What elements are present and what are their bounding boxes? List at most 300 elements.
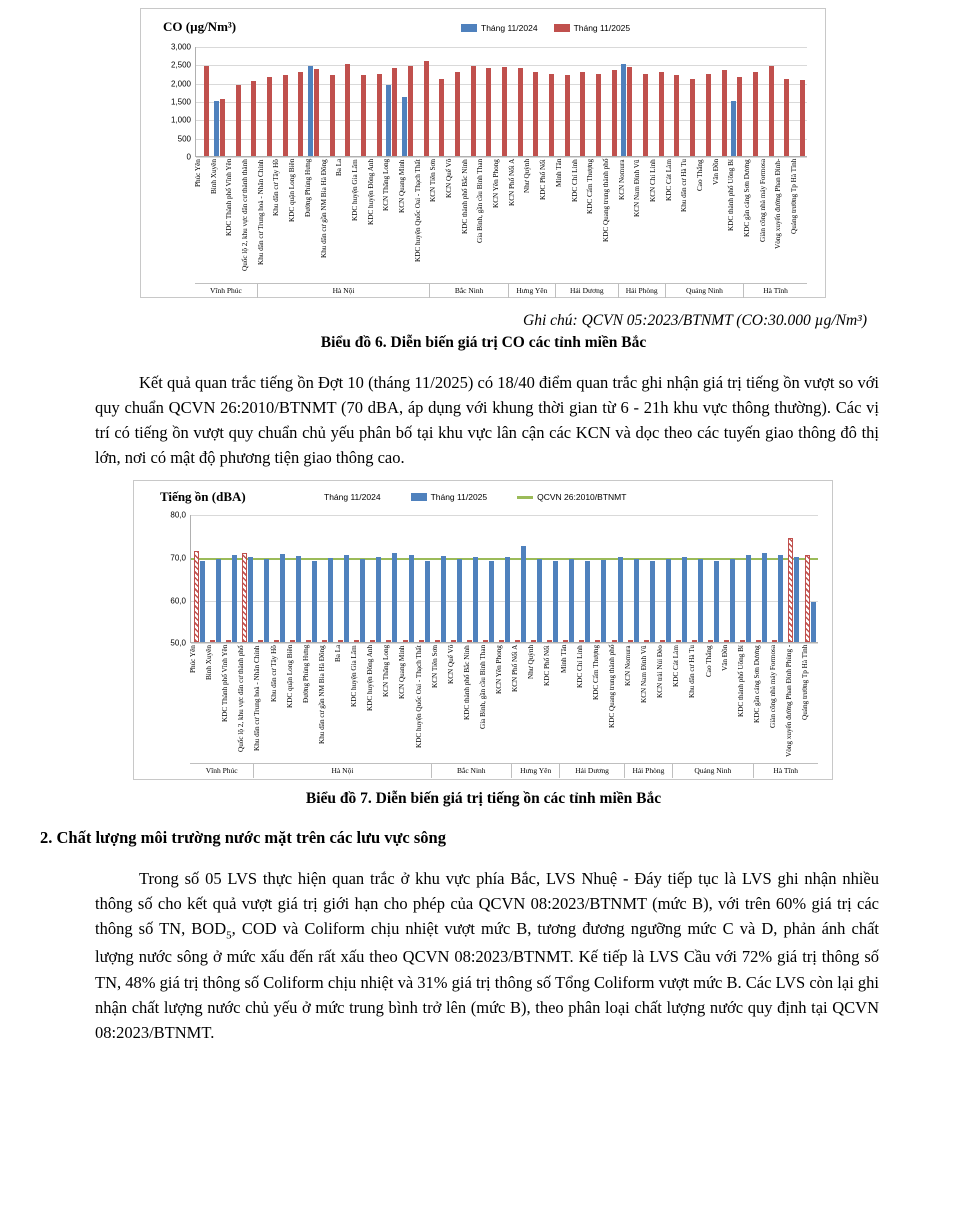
bar-group bbox=[384, 46, 400, 156]
x-axis-tick-label: KDC huyện Đông Anh bbox=[366, 159, 375, 226]
paragraph-noise: Kết quả quan trắc tiếng ồn Đợt 10 (tháng 11/2025) có 18/40 điểm quan trắc ghi nhận giá trị tiếng ồn vượt so với quy chuẩn QCVN 26:2010/BTNMT (70 dBA, áp dụng với khung thời gian từ 6 - 21h khu vực thông thường). Các vị trí có tiếng ồn vượt quy chuẩn chủ yếu phân bố tại khu vực lân cận các KCN và dọc theo các tuyến giao thông đô thị lớn, nơi có mật độ phương tiện giao thông cao. bbox=[95, 373, 879, 468]
bar-group bbox=[776, 46, 792, 156]
y-axis-tick-label: 80,0 bbox=[170, 510, 186, 520]
x-axis-tick-label: Quảng trường Tp Hà Tĩnh bbox=[801, 645, 810, 721]
bar bbox=[533, 72, 538, 156]
bar bbox=[563, 640, 568, 642]
bar-group bbox=[400, 514, 416, 642]
x-axis-tick-label: KDC thành phố Uông Bí bbox=[727, 159, 736, 231]
chart-co-group-axis bbox=[195, 283, 807, 298]
x-axis-tick-label: Vân Đồn bbox=[711, 159, 720, 186]
bar-group bbox=[480, 514, 496, 642]
bar bbox=[283, 75, 288, 156]
bar bbox=[794, 557, 799, 642]
bar bbox=[690, 79, 695, 156]
bar bbox=[376, 557, 381, 642]
x-axis-label-cell bbox=[430, 159, 446, 284]
bar-group bbox=[745, 46, 761, 156]
bar bbox=[502, 67, 507, 156]
x-axis-tick-label: Khu dân cư Tây Hồ bbox=[269, 645, 278, 703]
x-axis-tick-label: KDC Chí Linh bbox=[575, 645, 584, 689]
legend-item-noise-2024 bbox=[304, 492, 381, 502]
legend-swatch-noise-2024 bbox=[304, 493, 320, 501]
bar bbox=[280, 554, 285, 643]
bar bbox=[419, 640, 424, 642]
bar bbox=[216, 559, 221, 642]
x-axis-tick-label: KDC Chí Linh bbox=[570, 159, 579, 202]
x-axis-tick-label: Phúc Yên bbox=[194, 159, 202, 187]
paragraph-water-sub: 5 bbox=[226, 929, 232, 942]
bar bbox=[682, 557, 687, 642]
x-axis-tick-label: KCN Nomura bbox=[617, 159, 626, 200]
x-axis-tick-label: KDC huyện Quốc Oai - Thạch Thất bbox=[414, 645, 423, 749]
bar bbox=[392, 68, 397, 156]
bar-group bbox=[337, 46, 353, 156]
bar bbox=[612, 70, 617, 156]
x-axis-label-cell bbox=[619, 159, 635, 284]
bar bbox=[403, 640, 408, 642]
x-axis-tick-label: Bình Xuyên bbox=[205, 645, 214, 681]
bar bbox=[471, 66, 476, 156]
bar bbox=[312, 561, 317, 642]
bar bbox=[409, 555, 414, 642]
bar-group bbox=[447, 46, 463, 156]
x-axis-label-cell bbox=[728, 159, 744, 284]
bar bbox=[762, 553, 767, 643]
x-axis-tick-label: KDC Thành phố Vĩnh Yên bbox=[221, 645, 230, 723]
chart-noise-title: Tiếng ồn (dBA) bbox=[160, 489, 246, 505]
bar-group bbox=[706, 514, 722, 642]
x-axis-tick-label: KDC thành phố Uông Bí bbox=[736, 645, 745, 718]
x-axis-tick-label: KDC Cát Làm bbox=[664, 159, 673, 201]
x-axis-label-cell bbox=[399, 159, 415, 284]
bar bbox=[746, 555, 751, 642]
chart-noise bbox=[133, 480, 833, 780]
bar-group bbox=[239, 514, 255, 642]
x-axis-tick-label: KDC gần cảng Sơn Dương bbox=[752, 645, 761, 724]
bar-group bbox=[321, 46, 337, 156]
y-axis-tick-label: 500 bbox=[177, 134, 191, 144]
x-axis-label-cell bbox=[744, 159, 760, 284]
bar-group bbox=[713, 46, 729, 156]
x-axis-tick-label: Vân Đồn bbox=[720, 645, 729, 672]
bar-group bbox=[545, 514, 561, 642]
bar bbox=[386, 85, 391, 157]
x-axis-tick-label: Khu dân cư gần NM Bia Hà Đông bbox=[319, 159, 328, 258]
bar-group bbox=[556, 46, 572, 156]
bar bbox=[214, 101, 219, 156]
bar bbox=[344, 555, 349, 642]
bar-group bbox=[464, 514, 480, 642]
bar-group bbox=[368, 514, 384, 642]
bar bbox=[264, 559, 269, 642]
x-axis-tick-label: Ba La bbox=[335, 159, 344, 177]
heading-water-quality: 2. Chất lượng môi trường nước mặt trên các lưu vực sông bbox=[40, 828, 446, 848]
y-axis-tick-label: 0 bbox=[186, 152, 191, 162]
x-axis-label-cell bbox=[697, 159, 713, 284]
x-axis-tick-label: Gia Bình, gần cầu Bình Than bbox=[478, 645, 487, 730]
x-axis-tick-label: KCN Tiên Sơn bbox=[429, 159, 438, 202]
chart-co-note: Ghi chú: QCVN 05:2023/BTNMT (CO:30.000 µg/Nm³) bbox=[523, 312, 867, 329]
bar bbox=[505, 557, 510, 642]
legend-label-noise-2024: Tháng 11/2024 bbox=[324, 492, 381, 503]
legend-label-2024: Tháng 11/2024 bbox=[481, 23, 538, 33]
x-axis-tick-label: KCN Tiên Sơn bbox=[430, 645, 439, 689]
bar-group bbox=[478, 46, 494, 156]
bar bbox=[518, 68, 523, 156]
x-axis-label-cell bbox=[477, 159, 493, 284]
bar bbox=[242, 553, 247, 643]
bar bbox=[740, 640, 745, 642]
legend-swatch-noise-2025 bbox=[411, 493, 427, 501]
x-axis-tick-label: KDC huyện Gia Lâm bbox=[350, 159, 359, 221]
bar bbox=[579, 640, 584, 642]
province-group-label: Hải Phòng bbox=[619, 284, 666, 298]
bar-group bbox=[529, 514, 545, 642]
x-axis-label-cell bbox=[650, 159, 666, 284]
bar-group bbox=[786, 514, 802, 642]
bar-group bbox=[650, 46, 666, 156]
bar-group bbox=[223, 514, 239, 642]
bar bbox=[486, 68, 491, 156]
paragraph-water-part1: Trong số 05 LVS thực hiện quan trắc ở khu vực phía Bắc, LVS Nhuệ - Đáy tiếp tục là LVS ghi nhận nhiều thông số cho kết quả vượt giá trị giới hạn cho phép của QCVN 08:2023/BTNMT (mức B), với trên 60% giá trị các thông số TN, BOD bbox=[95, 869, 879, 939]
bar bbox=[424, 61, 429, 156]
x-axis-tick-label: Khu dân cư gần NM Bia Hà Đông bbox=[317, 645, 326, 745]
province-group-label: Hà Nội bbox=[258, 284, 431, 298]
x-axis-label-cell bbox=[226, 159, 242, 284]
paragraph-water bbox=[95, 866, 879, 1044]
gridline bbox=[196, 157, 807, 158]
chart-co bbox=[140, 8, 826, 298]
bar bbox=[644, 640, 649, 642]
bar bbox=[521, 546, 526, 642]
x-axis-tick-label: KDC huyện Quốc Oai - Thạch Thất bbox=[413, 159, 422, 262]
province-group-label: Vĩnh Phúc bbox=[190, 764, 254, 778]
bar bbox=[328, 558, 333, 642]
x-axis-tick-label: KDC huyện Đông Anh bbox=[366, 645, 375, 712]
bar-group bbox=[682, 46, 698, 156]
x-axis-tick-label: Khu dân cư Hà Tu bbox=[688, 645, 697, 699]
bar-group bbox=[304, 514, 320, 642]
bar-group bbox=[415, 46, 431, 156]
bar-group bbox=[619, 46, 635, 156]
bar bbox=[595, 640, 600, 642]
bar-group bbox=[255, 514, 271, 642]
x-axis-tick-label: KDC Cát Làm bbox=[672, 645, 681, 688]
chart-noise-plot bbox=[190, 515, 818, 643]
bar bbox=[634, 559, 639, 642]
chart-co-title: CO (µg/Nm³) bbox=[163, 19, 237, 34]
x-axis-tick-label: Giàn công nhà máy Formosa bbox=[768, 645, 777, 729]
bar bbox=[194, 551, 199, 643]
bar bbox=[553, 561, 558, 642]
x-axis-tick-label: Minh Tân bbox=[559, 645, 568, 674]
legend-swatch-2024 bbox=[461, 24, 477, 32]
x-axis-tick-label: KCN Yên Phong bbox=[495, 645, 504, 695]
bar bbox=[674, 75, 679, 156]
bar-group bbox=[320, 514, 336, 642]
bar bbox=[386, 640, 391, 642]
bar bbox=[737, 77, 742, 156]
bar bbox=[621, 64, 626, 156]
bar-group bbox=[525, 46, 541, 156]
x-axis-tick-label: Gia Bình, gần cầu Bình Than bbox=[476, 159, 485, 244]
province-group-label: Hải Dương bbox=[556, 284, 619, 298]
bar-group bbox=[207, 514, 223, 642]
bar bbox=[730, 559, 735, 642]
bar bbox=[580, 72, 585, 156]
bar bbox=[565, 75, 570, 156]
bar bbox=[306, 640, 311, 642]
bar bbox=[805, 555, 810, 642]
bar bbox=[251, 81, 256, 156]
bar-group bbox=[274, 46, 290, 156]
bar-group bbox=[738, 514, 754, 642]
bar bbox=[676, 640, 681, 642]
bar-group bbox=[577, 514, 593, 642]
bar bbox=[800, 80, 805, 156]
bar-group bbox=[496, 514, 512, 642]
x-axis-tick-label: KDC thành phố Bắc Ninh bbox=[462, 645, 471, 720]
bar bbox=[778, 555, 783, 642]
x-axis-label-cell bbox=[305, 159, 321, 284]
bar-group bbox=[541, 46, 557, 156]
x-axis-label-cell bbox=[289, 159, 305, 284]
bar-group bbox=[673, 514, 689, 642]
bar bbox=[666, 559, 671, 642]
x-axis-label-cell bbox=[666, 159, 682, 284]
province-group-label: Quảng Ninh bbox=[666, 284, 744, 298]
bar-group bbox=[760, 46, 776, 156]
bar-group bbox=[792, 46, 808, 156]
bar bbox=[314, 69, 319, 156]
legend-item-2025 bbox=[554, 23, 631, 33]
x-axis-label-cell bbox=[603, 159, 619, 284]
bar bbox=[248, 557, 253, 642]
bar bbox=[660, 640, 665, 642]
x-axis-tick-label: Quốc lộ 2, khu vực dân cư thành thành bbox=[241, 159, 250, 271]
bar-group bbox=[336, 514, 352, 642]
x-axis-label-cell bbox=[446, 159, 462, 284]
bar-series-container bbox=[191, 514, 818, 642]
chart-co-x-labels bbox=[195, 159, 807, 284]
bar-group bbox=[666, 46, 682, 156]
x-axis-label-cell bbox=[587, 159, 603, 284]
chart-noise-legend bbox=[304, 492, 626, 502]
x-axis-tick-label: KDC Quang trung thành phố bbox=[607, 645, 616, 729]
bar bbox=[612, 640, 617, 642]
bar bbox=[473, 557, 478, 642]
bar bbox=[338, 640, 343, 642]
bar-group bbox=[227, 46, 243, 156]
x-axis-label-cell bbox=[321, 159, 337, 284]
x-axis-tick-label: Như Quỳnh bbox=[523, 159, 532, 194]
bar bbox=[322, 640, 327, 642]
bar bbox=[232, 555, 237, 642]
x-axis-tick-label: KCN Quế Võ bbox=[446, 645, 455, 685]
bar bbox=[361, 75, 366, 156]
chart-noise-group-axis bbox=[190, 763, 818, 778]
bar-group bbox=[353, 46, 369, 156]
legend-label-2025: Tháng 11/2025 bbox=[573, 23, 631, 33]
x-axis-tick-label: Quảng trường Tp Hà Tĩnh bbox=[790, 159, 799, 235]
province-group-label: Bắc Ninh bbox=[432, 764, 513, 778]
bar bbox=[360, 559, 365, 642]
y-axis-tick-label: 3,000 bbox=[170, 42, 191, 52]
x-axis-tick-label: KCN trài Núi Đèo bbox=[656, 645, 665, 699]
bar bbox=[298, 72, 303, 156]
bar bbox=[724, 640, 729, 642]
bar bbox=[489, 561, 494, 642]
x-axis-tick-label: KCN Quế Võ bbox=[445, 159, 453, 199]
bar-group bbox=[271, 514, 287, 642]
bar bbox=[549, 74, 554, 157]
x-axis-label-cell bbox=[195, 159, 211, 284]
x-axis-label-cell bbox=[242, 159, 258, 284]
bar bbox=[692, 640, 697, 642]
y-axis-tick-label: 60,0 bbox=[170, 596, 186, 606]
chart-co-legend bbox=[461, 23, 630, 33]
x-axis-tick-label: KCN Phố Nối A bbox=[507, 159, 516, 207]
x-axis-label-cell bbox=[524, 159, 540, 284]
y-axis-tick-label: 70,0 bbox=[170, 553, 186, 563]
x-axis-tick-label: KCN Nam Đình Vũ bbox=[640, 645, 649, 703]
bar-group bbox=[368, 46, 384, 156]
x-axis-tick-label: KDC Phố Nối bbox=[539, 159, 548, 200]
x-axis-label-cell bbox=[415, 159, 431, 284]
x-axis-tick-label: Vòng xuyến đường Phan Đình Phùng - bbox=[785, 645, 794, 758]
bar bbox=[731, 101, 736, 156]
chart-noise-caption: Biểu đồ 7. Diễn biến giá trị tiếng ồn các tỉnh miền Bắc bbox=[305, 790, 662, 808]
province-group-label: Hưng Yên bbox=[512, 764, 560, 778]
bar bbox=[585, 561, 590, 642]
bar bbox=[200, 561, 205, 642]
chart-co-plot bbox=[195, 47, 807, 157]
x-axis-tick-label: Đường Phùng Hưng bbox=[301, 645, 310, 704]
x-axis-label-cell bbox=[336, 159, 352, 284]
bar bbox=[811, 602, 816, 643]
bar-group bbox=[494, 46, 510, 156]
x-axis-label-cell bbox=[383, 159, 399, 284]
bar bbox=[618, 557, 623, 642]
x-axis-tick-label: KCN Yên Phong bbox=[492, 159, 501, 208]
bar bbox=[537, 559, 542, 642]
x-axis-tick-label: KDC Phố Nối bbox=[543, 645, 552, 687]
bar bbox=[714, 561, 719, 642]
bar bbox=[308, 66, 313, 156]
bar bbox=[425, 561, 430, 642]
bar-group bbox=[609, 514, 625, 642]
bar-group bbox=[384, 514, 400, 642]
bar-group bbox=[352, 514, 368, 642]
bar bbox=[435, 640, 440, 642]
x-axis-tick-label: Đường Phùng Hưng bbox=[303, 159, 312, 218]
province-group-label: Quảng Ninh bbox=[673, 764, 754, 778]
bar-group bbox=[593, 514, 609, 642]
legend-item-noise-2025 bbox=[411, 492, 488, 502]
bar bbox=[784, 79, 789, 156]
bar bbox=[708, 640, 713, 642]
bar bbox=[451, 640, 456, 642]
bar-group bbox=[588, 46, 604, 156]
bar-series-container bbox=[196, 46, 807, 156]
document-page bbox=[0, 8, 967, 1045]
bar bbox=[392, 553, 397, 643]
bar bbox=[274, 640, 279, 642]
bar bbox=[267, 77, 272, 156]
legend-label-noise-2025: Tháng 11/2025 bbox=[430, 492, 488, 503]
bar bbox=[499, 640, 504, 642]
legend-label-qcvn: QCVN 26:2010/BTNMT bbox=[537, 492, 627, 503]
bar bbox=[441, 556, 446, 642]
bar bbox=[377, 74, 382, 157]
x-axis-tick-label: KDC quận Long Biên bbox=[288, 159, 297, 223]
x-axis-tick-label: KCN Thăng Long bbox=[382, 645, 391, 698]
bar bbox=[330, 75, 335, 156]
bar-group bbox=[400, 46, 416, 156]
x-axis-tick-label: Vòng xuyến đường Phan Đình- bbox=[774, 159, 783, 250]
bar bbox=[722, 70, 727, 156]
bar bbox=[601, 560, 606, 642]
x-axis-label-cell bbox=[540, 159, 556, 284]
x-axis-tick-label: KCN Thăng Long bbox=[382, 159, 391, 212]
x-axis-tick-label: Phúc Yên bbox=[189, 645, 197, 674]
x-axis-tick-label: KDC Thành phố Vĩnh Yên bbox=[225, 159, 234, 237]
x-axis-tick-label: KCN Nam Đình Vũ bbox=[633, 159, 642, 217]
x-axis-tick-label: Cao Thắng bbox=[704, 645, 713, 677]
bar-group bbox=[729, 46, 745, 156]
bar bbox=[370, 640, 375, 642]
bar bbox=[408, 66, 413, 156]
bar-group bbox=[657, 514, 673, 642]
bar bbox=[402, 97, 407, 156]
bar bbox=[210, 640, 215, 642]
bar-group bbox=[259, 46, 275, 156]
bar-group bbox=[625, 514, 641, 642]
y-axis-tick-label: 2,000 bbox=[170, 79, 191, 89]
bar bbox=[457, 559, 462, 642]
bar bbox=[345, 64, 350, 156]
bar bbox=[467, 640, 472, 642]
bar bbox=[204, 66, 209, 156]
x-axis-label-cell bbox=[681, 159, 697, 284]
x-axis-tick-label: Khu dân cư Trung hoà - Nhân Chính bbox=[256, 159, 265, 265]
bar-group bbox=[603, 46, 619, 156]
bar bbox=[236, 85, 241, 157]
bar-group bbox=[641, 514, 657, 642]
province-group-label: Vĩnh Phúc bbox=[195, 284, 258, 298]
x-axis-tick-label: KDC thành phố Bắc Ninh bbox=[460, 159, 469, 234]
bar-group bbox=[306, 46, 322, 156]
bar-group bbox=[513, 514, 529, 642]
bar bbox=[569, 559, 574, 642]
province-group-label: Hưng Yên bbox=[509, 284, 556, 298]
chart-co-caption: Biểu đồ 6. Diễn biến giá trị CO các tỉnh miền Bắc bbox=[320, 334, 647, 351]
bar-group bbox=[243, 46, 259, 156]
x-axis-tick-label: KDC huyện Gia Lâm bbox=[350, 645, 359, 707]
province-group-label: Hải Phòng bbox=[625, 764, 673, 778]
province-group-label: Hải Dương bbox=[560, 764, 624, 778]
bar-group bbox=[212, 46, 228, 156]
bar-group bbox=[448, 514, 464, 642]
bar bbox=[596, 74, 601, 157]
bar bbox=[455, 72, 460, 156]
bar bbox=[354, 640, 359, 642]
bar bbox=[439, 79, 444, 156]
y-axis-tick-label: 1,000 bbox=[170, 115, 191, 125]
bar bbox=[515, 640, 520, 642]
x-axis-tick-label: Quốc lộ 2, khu vực dân cư thành phố bbox=[237, 645, 246, 752]
